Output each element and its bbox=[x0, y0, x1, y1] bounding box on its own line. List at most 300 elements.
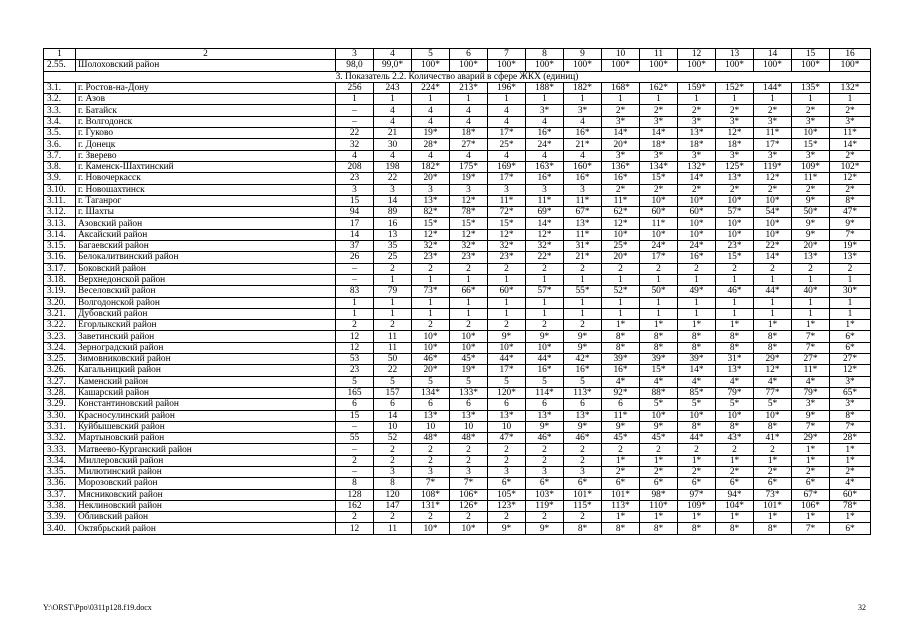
value-cell: 1 bbox=[602, 297, 640, 308]
table-row bbox=[44, 116, 871, 127]
value-cell: 1 bbox=[602, 308, 640, 319]
value-cell: 2* bbox=[792, 466, 830, 477]
value-cell: 101* bbox=[754, 500, 792, 511]
value-cell: 1 bbox=[488, 297, 526, 308]
row-name: Морозовский район bbox=[76, 478, 336, 489]
value-cell: 152* bbox=[716, 82, 754, 93]
table-row bbox=[44, 455, 871, 466]
value-cell: 3* bbox=[526, 105, 564, 116]
value-cell: 23* bbox=[450, 252, 488, 263]
table-row bbox=[44, 94, 871, 105]
value-cell: 98* bbox=[640, 489, 678, 500]
value-cell: 1* bbox=[602, 320, 640, 331]
header-cell: 13 bbox=[716, 49, 754, 60]
row-number: 3.40. bbox=[44, 523, 76, 534]
value-cell: 4 bbox=[564, 150, 602, 161]
row-name: г. Таганрог bbox=[76, 195, 336, 206]
value-cell: 6* bbox=[678, 478, 716, 489]
value-cell: 6* bbox=[564, 478, 602, 489]
value-cell: 1 bbox=[412, 274, 450, 285]
value-cell: 8* bbox=[640, 331, 678, 342]
value-cell: 32* bbox=[526, 241, 564, 252]
value-cell: 15 bbox=[336, 410, 374, 421]
value-cell: 10* bbox=[450, 523, 488, 534]
value-cell: 22 bbox=[336, 128, 374, 139]
value-cell: 2 bbox=[374, 512, 412, 523]
value-cell: 83 bbox=[336, 286, 374, 297]
value-cell: 1* bbox=[792, 444, 830, 455]
value-cell: 1 bbox=[564, 297, 602, 308]
value-cell: 6 bbox=[336, 399, 374, 410]
table-row bbox=[44, 354, 871, 365]
value-cell: 22 bbox=[374, 173, 412, 184]
value-cell: 23* bbox=[716, 241, 754, 252]
value-cell: 8* bbox=[716, 523, 754, 534]
value-cell: 2 bbox=[488, 263, 526, 274]
value-cell: 3 bbox=[564, 184, 602, 195]
row-name: Неклиновский район bbox=[76, 500, 336, 511]
row-number: 3.11. bbox=[44, 195, 76, 206]
value-cell: 9* bbox=[526, 523, 564, 534]
table-row bbox=[44, 218, 871, 229]
value-cell: 1* bbox=[754, 455, 792, 466]
value-cell: 13* bbox=[564, 410, 602, 421]
value-cell: 10 bbox=[412, 421, 450, 432]
value-cell: 1* bbox=[792, 455, 830, 466]
value-cell: 1 bbox=[412, 94, 450, 105]
row-number: 3.37. bbox=[44, 489, 76, 500]
value-cell: 7* bbox=[792, 342, 830, 353]
value-cell: 2 bbox=[488, 512, 526, 523]
value-cell: 2* bbox=[678, 105, 716, 116]
value-cell: 147 bbox=[374, 500, 412, 511]
value-cell: 9* bbox=[526, 331, 564, 342]
value-cell: 10* bbox=[716, 229, 754, 240]
value-cell: 2 bbox=[450, 320, 488, 331]
value-cell: 13* bbox=[564, 218, 602, 229]
value-cell: 208 bbox=[336, 161, 374, 172]
value-cell: 31* bbox=[564, 241, 602, 252]
value-cell: 1* bbox=[754, 512, 792, 523]
value-cell: 106* bbox=[792, 500, 830, 511]
value-cell: 2* bbox=[716, 466, 754, 477]
value-cell: 5 bbox=[564, 376, 602, 387]
row-number: 3.16. bbox=[44, 252, 76, 263]
value-cell: 12 bbox=[336, 331, 374, 342]
value-cell: 17* bbox=[754, 139, 792, 150]
value-cell: 8 bbox=[336, 478, 374, 489]
value-cell: 12* bbox=[754, 173, 792, 184]
value-cell: 100* bbox=[564, 60, 602, 71]
value-cell: 27* bbox=[450, 139, 488, 150]
value-cell: 198 bbox=[374, 161, 412, 172]
value-cell: 52 bbox=[374, 433, 412, 444]
value-cell: 11* bbox=[640, 218, 678, 229]
row-name: г. Каменск-Шахтинский bbox=[76, 161, 336, 172]
value-cell: 8* bbox=[678, 523, 716, 534]
value-cell: 5 bbox=[374, 376, 412, 387]
value-cell: 44* bbox=[754, 286, 792, 297]
value-cell: 20* bbox=[602, 139, 640, 150]
row-number: 3.27. bbox=[44, 376, 76, 387]
value-cell: 25* bbox=[602, 241, 640, 252]
value-cell: 120* bbox=[488, 387, 526, 398]
row-name: Кашарский район bbox=[76, 387, 336, 398]
row-number: 3.33. bbox=[44, 444, 76, 455]
value-cell: 18* bbox=[640, 139, 678, 150]
value-cell: 6 bbox=[412, 399, 450, 410]
value-cell: 48* bbox=[412, 433, 450, 444]
value-cell: 17 bbox=[336, 218, 374, 229]
value-cell: 1 bbox=[754, 94, 792, 105]
table-row bbox=[44, 320, 871, 331]
value-cell: 2 bbox=[526, 320, 564, 331]
value-cell: 11 bbox=[374, 523, 412, 534]
value-cell: 9* bbox=[564, 342, 602, 353]
value-cell: 2 bbox=[336, 512, 374, 523]
row-name: Октябрьский район bbox=[76, 523, 336, 534]
value-cell: 31* bbox=[716, 354, 754, 365]
value-cell: 2 bbox=[792, 263, 830, 274]
value-cell: 4 bbox=[374, 150, 412, 161]
value-cell: 9* bbox=[602, 421, 640, 432]
value-cell: 2* bbox=[640, 466, 678, 477]
row-number: 3.1. bbox=[44, 82, 76, 93]
value-cell: 12 bbox=[336, 342, 374, 353]
value-cell: 4 bbox=[374, 116, 412, 127]
value-cell: 2 bbox=[374, 320, 412, 331]
value-cell: 6* bbox=[640, 478, 678, 489]
value-cell: 14* bbox=[602, 128, 640, 139]
value-cell: 4 bbox=[526, 116, 564, 127]
value-cell: 17* bbox=[640, 252, 678, 263]
value-cell: 1* bbox=[602, 512, 640, 523]
value-cell: 1 bbox=[678, 297, 716, 308]
value-cell: 94 bbox=[336, 207, 374, 218]
row-number: 3.12. bbox=[44, 207, 76, 218]
table-row bbox=[44, 139, 871, 150]
value-cell: 6* bbox=[526, 478, 564, 489]
header-cell: 12 bbox=[678, 49, 716, 60]
row-name: Мясниковский район bbox=[76, 489, 336, 500]
value-cell: 27* bbox=[792, 354, 830, 365]
value-cell: 16* bbox=[602, 365, 640, 376]
row-name: Белокалитвинский район bbox=[76, 252, 336, 263]
value-cell: 6 bbox=[602, 399, 640, 410]
value-cell: 6* bbox=[830, 342, 871, 353]
value-cell: 132* bbox=[830, 82, 871, 93]
value-cell: 14 bbox=[374, 195, 412, 206]
value-cell: 106* bbox=[450, 489, 488, 500]
value-cell: 19* bbox=[450, 173, 488, 184]
header-cell: 6 bbox=[450, 49, 488, 60]
value-cell: 18* bbox=[678, 139, 716, 150]
row-name: Веселовский район bbox=[76, 286, 336, 297]
value-cell: 2* bbox=[602, 105, 640, 116]
value-cell: 2 bbox=[564, 512, 602, 523]
value-cell: 9* bbox=[488, 523, 526, 534]
value-cell: 1 bbox=[678, 94, 716, 105]
value-cell: 1 bbox=[792, 274, 830, 285]
value-cell: 60* bbox=[830, 489, 871, 500]
value-cell: 4* bbox=[754, 376, 792, 387]
value-cell: 5* bbox=[678, 399, 716, 410]
row-name: Константиновский район bbox=[76, 399, 336, 410]
table-row bbox=[44, 365, 871, 376]
value-cell: 1 bbox=[754, 274, 792, 285]
value-cell: 50 bbox=[374, 354, 412, 365]
header-cell: 7 bbox=[488, 49, 526, 60]
value-cell: 2 bbox=[678, 444, 716, 455]
row-name: Азовский район bbox=[76, 218, 336, 229]
value-cell: 1 bbox=[564, 94, 602, 105]
value-cell: 11 bbox=[374, 342, 412, 353]
value-cell: 100* bbox=[716, 60, 754, 71]
value-cell: 100* bbox=[488, 60, 526, 71]
value-cell: – bbox=[336, 105, 374, 116]
value-cell: 128 bbox=[336, 489, 374, 500]
value-cell: 182* bbox=[564, 82, 602, 93]
value-cell: 1* bbox=[716, 320, 754, 331]
value-cell: 7* bbox=[792, 523, 830, 534]
value-cell: 2 bbox=[412, 455, 450, 466]
value-cell: 2 bbox=[754, 444, 792, 455]
row-name: Матвеево-Курганский район bbox=[76, 444, 336, 455]
value-cell: 2 bbox=[564, 263, 602, 274]
value-cell: 7* bbox=[450, 478, 488, 489]
value-cell: 27* bbox=[830, 354, 871, 365]
value-cell: 2 bbox=[526, 263, 564, 274]
value-cell: 1 bbox=[602, 274, 640, 285]
value-cell: 110* bbox=[640, 500, 678, 511]
value-cell: 134* bbox=[640, 161, 678, 172]
value-cell: 2* bbox=[754, 105, 792, 116]
value-cell: 6* bbox=[830, 523, 871, 534]
value-cell: 3* bbox=[640, 116, 678, 127]
value-cell: 1 bbox=[830, 94, 871, 105]
value-cell: 11* bbox=[754, 128, 792, 139]
value-cell: 8* bbox=[716, 421, 754, 432]
value-cell: 73* bbox=[754, 489, 792, 500]
value-cell: 163* bbox=[526, 161, 564, 172]
value-cell: 2 bbox=[450, 512, 488, 523]
value-cell: 2 bbox=[488, 455, 526, 466]
value-cell: 1 bbox=[412, 308, 450, 319]
value-cell: 12* bbox=[450, 195, 488, 206]
value-cell: 1 bbox=[792, 308, 830, 319]
value-cell: 4 bbox=[450, 150, 488, 161]
value-cell: 100* bbox=[450, 60, 488, 71]
value-cell: 100* bbox=[602, 60, 640, 71]
value-cell: 101* bbox=[602, 489, 640, 500]
value-cell: 2 bbox=[336, 455, 374, 466]
value-cell: 2* bbox=[678, 466, 716, 477]
value-cell: 2* bbox=[792, 105, 830, 116]
row-name: Аксайский район bbox=[76, 229, 336, 240]
value-cell: 11* bbox=[564, 195, 602, 206]
data-table bbox=[43, 48, 871, 535]
value-cell: 1 bbox=[450, 308, 488, 319]
table-row bbox=[44, 466, 871, 477]
value-cell: 24* bbox=[526, 139, 564, 150]
value-cell: 21 bbox=[374, 128, 412, 139]
value-cell: 4 bbox=[412, 116, 450, 127]
value-cell: 10* bbox=[412, 331, 450, 342]
value-cell: 169* bbox=[488, 161, 526, 172]
value-cell: 8 bbox=[374, 478, 412, 489]
row-number: 2.55. bbox=[44, 60, 76, 71]
row-name: Зимовниковский район bbox=[76, 354, 336, 365]
value-cell: 18* bbox=[450, 128, 488, 139]
value-cell: 14* bbox=[754, 252, 792, 263]
row-number: 3.26. bbox=[44, 365, 76, 376]
value-cell: – bbox=[336, 263, 374, 274]
value-cell: 4 bbox=[488, 150, 526, 161]
value-cell: 103* bbox=[526, 489, 564, 500]
value-cell: 1 bbox=[374, 94, 412, 105]
value-cell: 1* bbox=[754, 320, 792, 331]
row-number: 3.39. bbox=[44, 512, 76, 523]
value-cell: 22* bbox=[754, 241, 792, 252]
value-cell: 10* bbox=[716, 195, 754, 206]
value-cell: 13 bbox=[374, 229, 412, 240]
table-row bbox=[44, 399, 871, 410]
value-cell: 89 bbox=[374, 207, 412, 218]
value-cell: 4* bbox=[640, 376, 678, 387]
value-cell: 37 bbox=[336, 241, 374, 252]
row-number: 3.6. bbox=[44, 139, 76, 150]
value-cell: 2* bbox=[602, 184, 640, 195]
row-name: Волгодонской район bbox=[76, 297, 336, 308]
value-cell: 115* bbox=[564, 500, 602, 511]
value-cell: 39* bbox=[678, 354, 716, 365]
row-number: 3.20. bbox=[44, 297, 76, 308]
value-cell: 2 bbox=[564, 455, 602, 466]
value-cell: 9* bbox=[640, 421, 678, 432]
value-cell: 13* bbox=[716, 365, 754, 376]
value-cell: 1 bbox=[450, 297, 488, 308]
value-cell: 23* bbox=[488, 252, 526, 263]
value-cell: 10* bbox=[640, 229, 678, 240]
table-row bbox=[44, 161, 871, 172]
value-cell: 1 bbox=[374, 274, 412, 285]
table-row bbox=[44, 297, 871, 308]
value-cell: 3* bbox=[792, 150, 830, 161]
value-cell: 10* bbox=[526, 342, 564, 353]
value-cell: 15* bbox=[450, 218, 488, 229]
value-cell: 1 bbox=[678, 274, 716, 285]
table-row bbox=[44, 286, 871, 297]
table-row bbox=[44, 128, 871, 139]
value-cell: 13* bbox=[678, 128, 716, 139]
value-cell: 10* bbox=[678, 195, 716, 206]
value-cell: 10* bbox=[678, 410, 716, 421]
value-cell: 47* bbox=[830, 207, 871, 218]
value-cell: 8* bbox=[678, 331, 716, 342]
value-cell: 2 bbox=[450, 444, 488, 455]
value-cell: 9* bbox=[564, 421, 602, 432]
value-cell: 3 bbox=[526, 466, 564, 477]
value-cell: 13* bbox=[412, 195, 450, 206]
value-cell: 8* bbox=[754, 421, 792, 432]
value-cell: 1 bbox=[602, 94, 640, 105]
value-cell: 14* bbox=[830, 139, 871, 150]
value-cell: 6 bbox=[488, 399, 526, 410]
value-cell: 2* bbox=[716, 184, 754, 195]
row-name: Боковский район bbox=[76, 263, 336, 274]
value-cell: 60* bbox=[678, 207, 716, 218]
value-cell: 12* bbox=[526, 229, 564, 240]
table-row bbox=[44, 195, 871, 206]
value-cell: 39* bbox=[602, 354, 640, 365]
value-cell: 57* bbox=[716, 207, 754, 218]
value-cell: 60* bbox=[488, 286, 526, 297]
value-cell: 4* bbox=[716, 376, 754, 387]
value-cell: 22* bbox=[526, 252, 564, 263]
row-number: 3.10. bbox=[44, 184, 76, 195]
value-cell: 1 bbox=[792, 94, 830, 105]
value-cell: 7* bbox=[792, 331, 830, 342]
value-cell: 4* bbox=[602, 376, 640, 387]
value-cell: 165 bbox=[336, 387, 374, 398]
value-cell: 15* bbox=[640, 173, 678, 184]
row-name: Миллеровский район bbox=[76, 455, 336, 466]
value-cell: 8* bbox=[602, 331, 640, 342]
value-cell: 3 bbox=[450, 184, 488, 195]
value-cell: 53 bbox=[336, 354, 374, 365]
value-cell: 2 bbox=[526, 444, 564, 455]
header-cell: 16 bbox=[830, 49, 871, 60]
value-cell: 16* bbox=[602, 173, 640, 184]
value-cell: 133* bbox=[450, 387, 488, 398]
value-cell: 5 bbox=[488, 376, 526, 387]
value-cell: 2 bbox=[336, 320, 374, 331]
value-cell: 224* bbox=[412, 82, 450, 93]
value-cell: 4* bbox=[830, 478, 871, 489]
value-cell: 8* bbox=[830, 410, 871, 421]
value-cell: 8* bbox=[602, 523, 640, 534]
value-cell: 99,0* bbox=[374, 60, 412, 71]
value-cell: 14 bbox=[374, 410, 412, 421]
table-row bbox=[44, 207, 871, 218]
value-cell: 1 bbox=[412, 297, 450, 308]
value-cell: 97* bbox=[678, 489, 716, 500]
value-cell: 100* bbox=[792, 60, 830, 71]
value-cell: 1* bbox=[830, 455, 871, 466]
value-cell: 46* bbox=[526, 433, 564, 444]
value-cell: 6 bbox=[374, 399, 412, 410]
value-cell: 11* bbox=[602, 195, 640, 206]
table-row bbox=[44, 376, 871, 387]
table-row bbox=[44, 387, 871, 398]
row-number: 3.7. bbox=[44, 150, 76, 161]
value-cell: 15 bbox=[336, 195, 374, 206]
value-cell: 14 bbox=[336, 229, 374, 240]
value-cell: 1 bbox=[336, 94, 374, 105]
value-cell: 7* bbox=[830, 229, 871, 240]
value-cell: 2 bbox=[412, 263, 450, 274]
value-cell: 1 bbox=[716, 308, 754, 319]
value-cell: 9* bbox=[526, 421, 564, 432]
value-cell: 16* bbox=[564, 128, 602, 139]
value-cell: 6* bbox=[754, 478, 792, 489]
row-name: Багаевский район bbox=[76, 241, 336, 252]
row-name: г. Шахты bbox=[76, 207, 336, 218]
value-cell: 100* bbox=[412, 60, 450, 71]
value-cell: 13* bbox=[830, 252, 871, 263]
value-cell: 11* bbox=[564, 229, 602, 240]
value-cell: 4 bbox=[488, 116, 526, 127]
